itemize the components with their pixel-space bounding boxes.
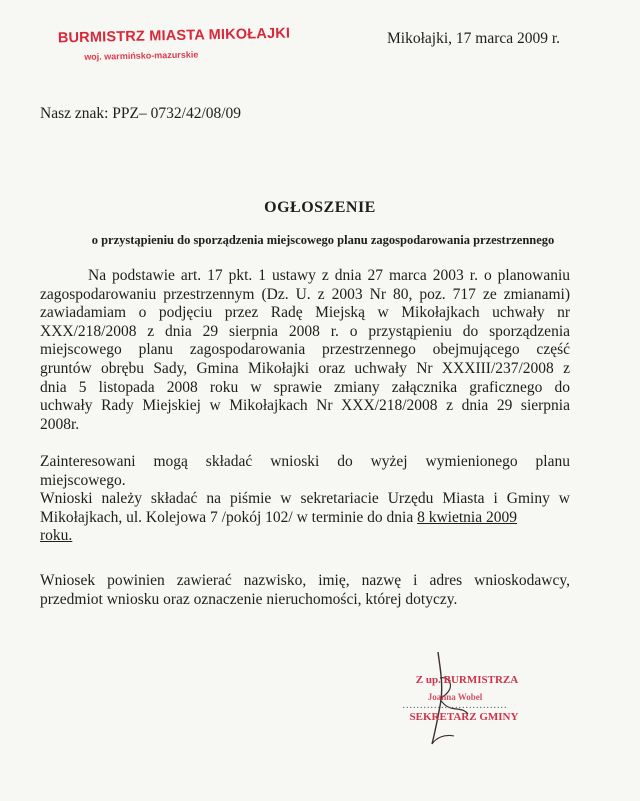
paragraph-line: Na podstawie art. 17 pkt. 1 ustawy z dnia 27 marca 2003 r. o planowaniu <box>88 267 570 284</box>
paragraph-line: XXX/218/2008 z dnia 29 sierpnia 2008 r. o przystąpieniu do sporządzenia <box>40 322 570 340</box>
paragraph-line: Wnioski należy składać na piśmie w sekretariacie Urzędu Miasta i Gminy w <box>40 490 570 508</box>
deadline-year: roku. <box>40 527 73 545</box>
notice-title: OGŁOSZENIE <box>264 199 376 216</box>
paragraph-line: zagospodarowaniu przestrzennym (Dz. U. z 2003 Nr 80, poz. 717 ze zmianami) <box>40 285 570 303</box>
burmistrz-stamp <box>58 26 291 63</box>
paragraph-applications <box>40 453 570 546</box>
stamp-region: woj. warmińsko-mazurskie <box>84 49 199 62</box>
notice-subtitle: o przystąpieniu do sporządzenia miejscowego planu zagospodarowania przestrzennego <box>91 233 555 247</box>
paragraph-line: uchwały Rady Miejskiej w Mikołajkach Nr XXX/218/2008 z dnia 29 sierpnia <box>40 397 570 415</box>
signature-role: Z up. BURMISTRZA <box>415 674 519 686</box>
signature-position: SEKRETARZ GMINY <box>409 711 519 723</box>
signature-block <box>372 674 538 723</box>
paragraph-legal-basis <box>40 267 570 434</box>
paragraph-line: przedmiot wniosku oraz oznaczenie nieruchomości, której dotyczy. <box>40 590 458 608</box>
paragraph-line: zawiadamiam o podjęciu przez Radę Miejską w Mikołajkach uchwały nr <box>40 304 570 322</box>
document-date: Mikołajki, 17 marca 2009 r. <box>387 30 561 47</box>
paragraph-line: miejscowego planu zagospodarowania przestrzennego obejmującego część <box>40 341 570 359</box>
deadline-date: 8 kwietnia 2009 <box>417 508 517 526</box>
reference-number: Nasz znak: PPZ– 0732/42/08/09 <box>40 105 242 122</box>
paragraph-line: Zainteresowani mogą składać wnioski do wyżej wymienionego planu <box>40 453 570 470</box>
paragraph-line: dnia 5 listopada 2008 roku w sprawie zmiany załącznika graficznego do <box>40 378 570 396</box>
paragraph-line: Wniosek powinien zawierać nazwisko, imię, nazwę i adres wnioskodawcy, <box>40 572 570 589</box>
paragraph-line <box>40 509 570 528</box>
paragraph-line: miejscowego. <box>40 471 126 489</box>
address-text: Mikołajkach, ul. Kolejowa 7 /pokój 102/ w terminie do dnia <box>40 508 418 526</box>
signature-name: Joanna Wobel <box>427 692 483 702</box>
signature-dotted-line: .............................. <box>402 700 508 711</box>
paragraph-line: gruntów obrębu Sady, Gmina Mikołajki oraz uchwały Nr XXXIII/237/2008 z <box>40 359 570 377</box>
paragraph-application-contents <box>40 572 570 609</box>
stamp-title: BURMISTRZ MIASTA MIKOŁAJKI <box>57 25 291 47</box>
paragraph-line: 2008r. <box>40 415 80 433</box>
